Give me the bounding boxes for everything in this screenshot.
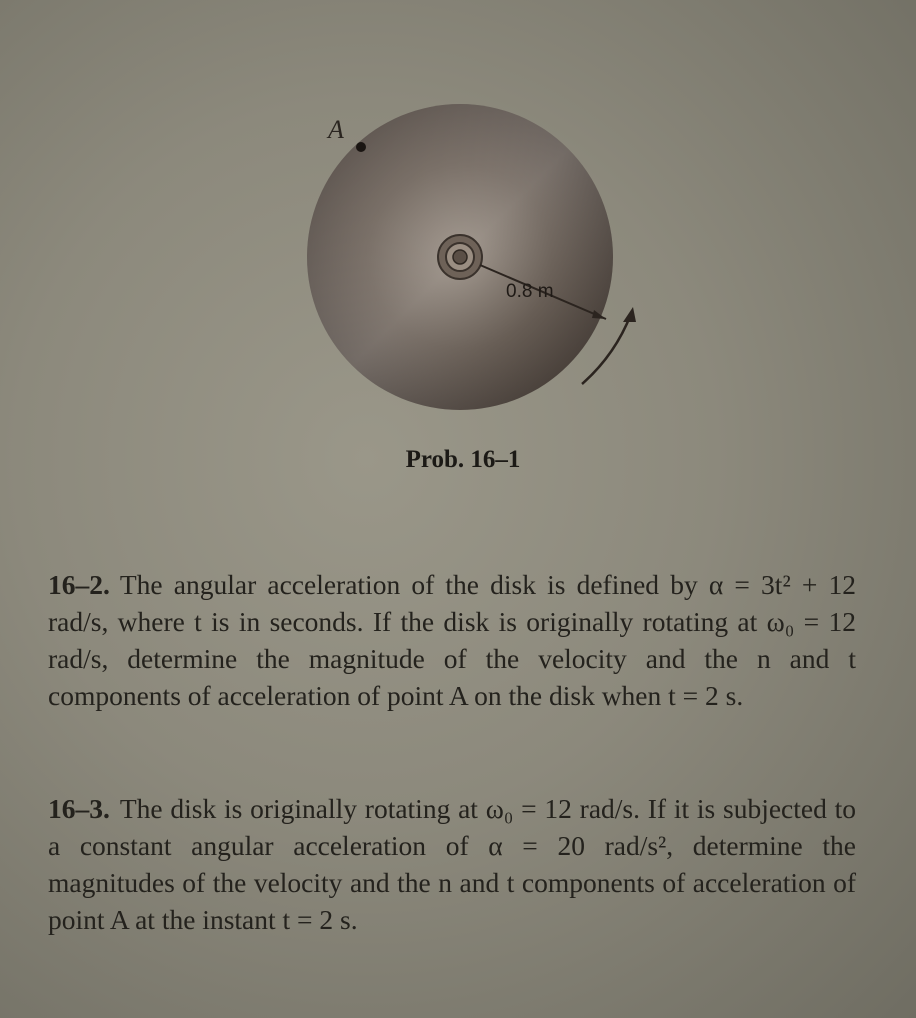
point-a-dot bbox=[356, 142, 366, 152]
problem-16-2 bbox=[48, 566, 856, 714]
problem-number: 16–2. bbox=[48, 569, 110, 600]
point-a-label: A bbox=[328, 115, 344, 144]
problem-number: 16–3. bbox=[48, 793, 110, 824]
problem-16-3 bbox=[48, 790, 856, 938]
disk-figure bbox=[0, 0, 916, 500]
disk-diagram bbox=[0, 0, 916, 500]
problem-text: The angular acceleration of the disk is defined by α = 3t² + 12 rad/s, where t is in seconds. If the disk is originally rotating at ω₀ = 12 rad/s, determine the magnitude of the velocity and the n and t components of acceleration of point A on the disk when t = 2 s. bbox=[48, 569, 856, 711]
radius-label: 0.8 m bbox=[506, 281, 554, 302]
disk-hub bbox=[438, 235, 482, 279]
figure-caption: Prob. 16–1 bbox=[405, 446, 521, 473]
rotation-arrowhead bbox=[623, 307, 636, 322]
problem-text: The disk is originally rotating at ω₀ = 12 rad/s. If it is subjected to a constant angular acceleration of α = 20 rad/s², determine the magnitudes of the velocity and the n and t components of acceleration of point A at the instant t = 2 s. bbox=[48, 793, 856, 935]
